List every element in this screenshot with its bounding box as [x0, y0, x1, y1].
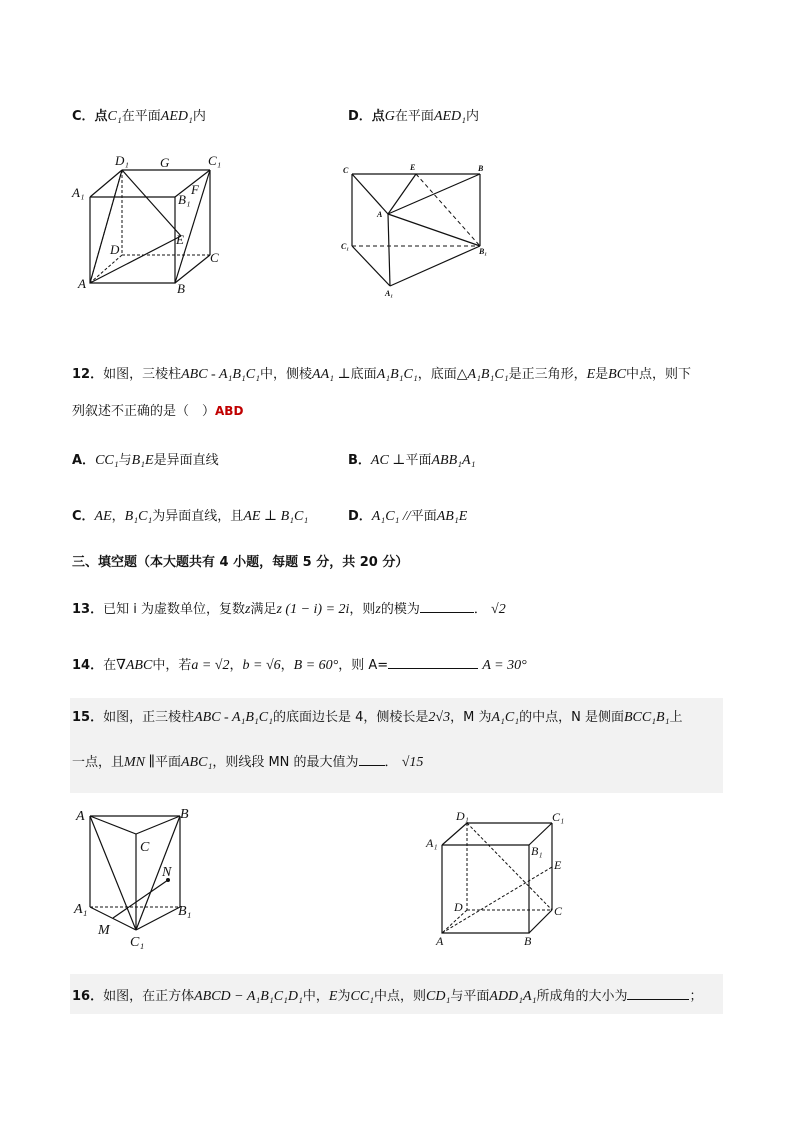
text: ，则线段 MN 的最大值为	[212, 755, 359, 770]
text: 是异面直线	[153, 453, 219, 468]
answer-blank[interactable]	[627, 985, 689, 1000]
text: ，	[229, 658, 243, 673]
label-b1: B₁	[479, 247, 488, 256]
text: 列叙述不正确的是（ ）	[72, 404, 216, 419]
text: 是	[595, 367, 609, 382]
label-b: B	[478, 164, 484, 173]
text: 的底面边长是 4，侧棱长是	[273, 710, 429, 725]
label-a1: A₁	[426, 836, 438, 850]
math: a = √2	[191, 658, 230, 673]
math: B₁E	[131, 453, 154, 468]
text: 与	[118, 453, 132, 468]
option-label: A．	[72, 453, 96, 468]
label-e: E	[554, 858, 562, 872]
label-c1: C₁	[552, 810, 565, 824]
label-a: A	[78, 276, 86, 291]
label-c1: C₁	[130, 935, 145, 950]
q13	[72, 598, 506, 620]
label-c: C	[140, 840, 150, 855]
question-number: 14．	[72, 658, 104, 673]
question-number: 12．	[72, 367, 104, 382]
math: ABC - A₁B₁C₁	[181, 367, 261, 382]
answer: √2	[491, 602, 506, 617]
label-b1: B₁	[531, 844, 543, 858]
edge-c1-b1	[136, 907, 180, 930]
answer: ABD	[215, 404, 244, 418]
segment-b-c1	[136, 816, 180, 930]
text: 满足	[250, 602, 277, 617]
label-n: N	[162, 865, 172, 880]
math: b = √6	[242, 658, 281, 673]
math: A₁C₁ //	[371, 509, 411, 524]
edge-a-a1	[388, 214, 390, 286]
text: 如图，正三棱柱	[103, 710, 195, 725]
answer-blank[interactable]	[359, 751, 385, 766]
text: 中点，则下	[626, 367, 692, 382]
math: z	[375, 602, 381, 617]
label-c: C	[210, 250, 219, 265]
section-heading: 三、填空题（本大题共有 4 小题，每题 5 分，共 20 分）	[72, 555, 409, 570]
option-label: C．点	[72, 109, 108, 124]
label-a: A	[377, 210, 383, 219]
text: 中点，则	[374, 989, 427, 1004]
q12-option-a	[72, 451, 219, 471]
math: BC	[608, 367, 627, 382]
cube-figure-1	[70, 150, 240, 300]
math: B = 60°	[293, 658, 339, 673]
text: 在平面	[121, 109, 161, 124]
q12-line1	[72, 365, 691, 385]
math: G	[384, 109, 395, 124]
text: 中，若	[152, 658, 192, 673]
edge	[529, 823, 552, 845]
label-b1: B₁	[178, 192, 191, 207]
label-e: E	[410, 163, 416, 172]
math: A₁B₁C₁	[376, 367, 418, 382]
math: CD₁	[426, 989, 451, 1004]
option-label: D．点	[348, 109, 385, 124]
label-a1: A₁	[74, 902, 88, 917]
math: AC ⊥	[370, 453, 406, 468]
question-number: 13．	[72, 602, 104, 617]
q11-option-c	[72, 107, 206, 127]
text: ，则	[349, 602, 376, 617]
q15-line1	[72, 708, 682, 728]
math: AB₁E	[436, 509, 468, 524]
math: AA₁ ⊥	[312, 367, 351, 382]
math: AE	[94, 509, 112, 524]
text: 所成角的大小为	[536, 989, 628, 1004]
answer: A = 30°	[482, 658, 527, 673]
q14	[72, 654, 527, 676]
q12-line2	[72, 401, 243, 422]
text: 为异面直线，且	[152, 509, 244, 524]
math: AED₁	[433, 109, 467, 124]
edge-c1-a1	[352, 246, 390, 286]
text: ，底面	[417, 367, 457, 382]
edge-a1-c1	[90, 907, 136, 930]
label-d1: D₁	[115, 153, 129, 168]
edge-c-a	[352, 174, 388, 214]
math: C₁	[107, 109, 122, 124]
math: ADD₁A₁	[489, 989, 537, 1004]
text: 是正三角形，	[508, 367, 587, 382]
text: 的中点，N 是侧面	[519, 710, 624, 725]
label-m: M	[98, 923, 110, 938]
text: 上	[669, 710, 683, 725]
text: 与平面	[450, 989, 490, 1004]
edge-c-b	[136, 816, 180, 834]
label-g: G	[160, 155, 170, 170]
math: BCC₁B₁	[623, 710, 670, 725]
label-d1: D₁	[456, 809, 469, 823]
label-b1: B₁	[178, 904, 192, 919]
text: 为	[337, 989, 351, 1004]
segment-d1-e	[122, 170, 181, 236]
text: ，则 A=	[338, 658, 389, 673]
answer-blank[interactable]	[388, 654, 478, 669]
label-b: B	[180, 807, 189, 822]
answer: √15	[401, 755, 424, 770]
math: MN ∥	[124, 755, 155, 770]
text: 的模为	[380, 602, 420, 617]
text: 中，侧棱	[260, 367, 313, 382]
text: 已知 i 为虚数单位，复数	[103, 602, 245, 617]
math: E	[586, 367, 596, 382]
text: 如图，在正方体	[103, 989, 195, 1004]
text: ．	[384, 755, 398, 770]
edge	[175, 255, 210, 283]
math: 2√3	[428, 710, 451, 725]
math: E	[328, 989, 338, 1004]
math: ∇ABC	[116, 658, 153, 673]
q12-option-c	[72, 507, 308, 527]
edge	[90, 170, 122, 197]
text: 底面	[350, 367, 377, 382]
prism-figure-2	[70, 800, 210, 955]
segment-m-n	[113, 880, 168, 918]
q12-option-b	[348, 451, 475, 471]
text: ．	[473, 602, 487, 617]
label-a1: A₁	[385, 289, 394, 298]
math: B₁C₁	[124, 509, 153, 524]
option-label: C．	[72, 509, 95, 524]
q11-option-d	[348, 107, 479, 127]
math: AED₁	[160, 109, 193, 124]
label-a: A	[76, 809, 85, 824]
prism-figure-1	[340, 162, 500, 302]
label-d: D	[110, 242, 120, 257]
option-label: D．	[348, 509, 372, 524]
math: z	[244, 602, 251, 617]
segment-a-b1	[388, 214, 480, 246]
answer-blank[interactable]	[420, 598, 474, 613]
q16	[72, 985, 702, 1007]
q12-option-d	[348, 507, 467, 527]
edge	[529, 910, 552, 933]
text: 内	[192, 109, 206, 124]
label-e: E	[176, 232, 184, 247]
question-number: 16．	[72, 989, 104, 1004]
edge-a1-b1	[390, 246, 480, 286]
math: CC₁	[95, 453, 119, 468]
math: △A₁B₁C₁	[456, 367, 509, 382]
label-a: A	[436, 934, 444, 948]
segment-a-e	[90, 236, 181, 283]
q15-line2	[72, 751, 423, 773]
text: 在	[103, 658, 117, 673]
segment-a-c1	[90, 816, 136, 930]
text: 如图，三棱柱	[103, 367, 182, 382]
label-f: F	[191, 182, 199, 197]
cube-figure-2	[422, 805, 582, 950]
text: 中，	[302, 989, 329, 1004]
label-b: B	[177, 281, 185, 296]
math: ABCD − A₁B₁C₁D₁	[194, 989, 303, 1004]
text: ，	[111, 509, 125, 524]
edge	[442, 823, 467, 845]
question-number: 15．	[72, 710, 104, 725]
math: A₁C₁	[491, 710, 520, 725]
label-c1: C₁	[341, 242, 350, 251]
math: ABC₁	[181, 755, 213, 770]
text: 内	[466, 109, 480, 124]
math: ABC - A₁B₁C₁	[194, 710, 274, 725]
math: AE ⊥ B₁C₁	[243, 509, 309, 524]
math: ABB₁A₁	[431, 453, 476, 468]
text: 平面	[154, 755, 181, 770]
segment-d1-c	[467, 823, 552, 910]
label-a1: A₁	[72, 185, 85, 200]
text: 平面	[405, 453, 432, 468]
edge-a-c	[90, 816, 136, 834]
label-c: C	[343, 166, 349, 175]
math: z (1 − i) = 2i	[276, 602, 350, 617]
text: 一点，且	[72, 755, 125, 770]
text: ，M 为	[450, 710, 492, 725]
label-c: C	[554, 904, 563, 918]
math: CC₁	[350, 989, 375, 1004]
label-c1: C₁	[208, 153, 222, 168]
text: 在平面	[394, 109, 434, 124]
text: ，	[280, 658, 294, 673]
option-label: B．	[348, 453, 371, 468]
label-b: B	[524, 934, 532, 948]
text: 平面	[410, 509, 437, 524]
text: ；	[689, 989, 703, 1004]
label-d: D	[454, 900, 463, 914]
